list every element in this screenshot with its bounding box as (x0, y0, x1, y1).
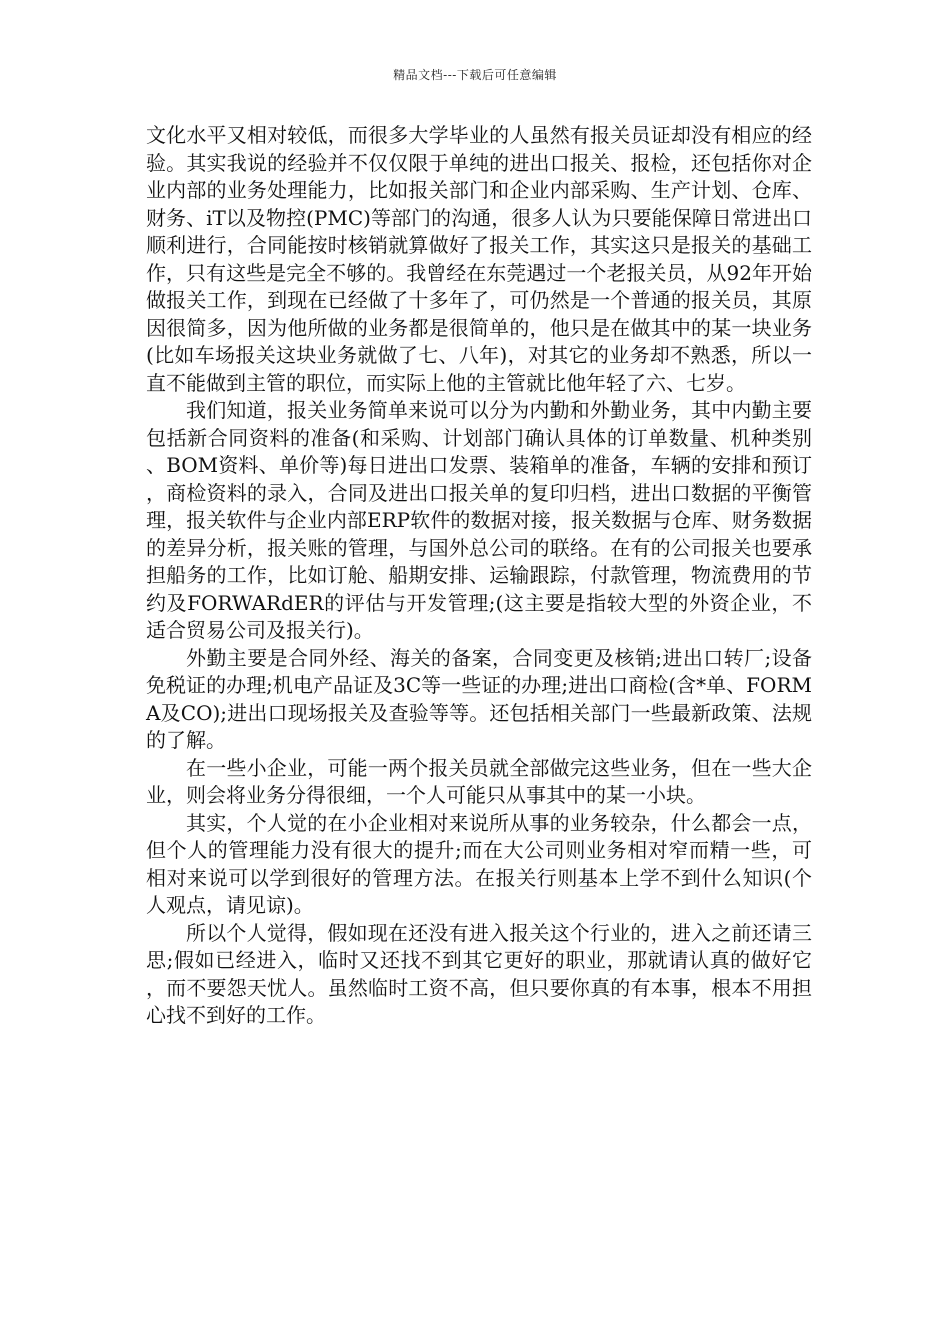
document-body (146, 122, 812, 1030)
paragraph-5: 其实，个人觉的在小企业相对来说所从事的业务较杂，什么都会一点，但个人的管理能力没有很大的提升;而在大公司则业务相对窄而精一些，可相对来说可以学到很好的管理方法。在报关行则基本上学不到什么知识(个人观点，请见谅)。 (146, 810, 812, 917)
paragraph-2: 我们知道，报关业务简单来说可以分为内勤和外勤业务，其中内勤主要包括新合同资料的准备(和采购、计划部门确认具体的订单数量、机种类别、BOM资料、单价等)每日进出口发票、装箱单的准备，车辆的安排和预订，商检资料的录入，合同及进出口报关单的复印归档，进出口数据的平衡管理，报关软件与企业内部ERP软件的数据对接，报关数据与仓库、财务数据的差异分析，报关账的管理，与国外总公司的联络。在有的公司报关也要承担船务的工作，比如订舱、船期安排、运输跟踪，付款管理，物流费用的节约及FORWARdER的评估与开发管理;(这主要是指较大型的外资企业，不适合贸易公司及报关行)。 (146, 398, 812, 642)
page-header: 精品文档---下载后可任意编辑 (393, 68, 557, 82)
paragraph-4: 在一些小企业，可能一两个报关员就全部做完这些业务，但在一些大企业，则会将业务分得很细，一个人可能只从事其中的某一小块。 (146, 755, 812, 807)
paragraph-1: 文化水平又相对较低，而很多大学毕业的人虽然有报关员证却没有相应的经验。其实我说的经验并不仅仅限于单纯的进出口报关、报检，还包括你对企业内部的业务处理能力，比如报关部门和企业内部采购、生产计划、仓库、财务、iT以及物控(PMC)等部门的沟通，很多人认为只要能保障日常进出口顺利进行，合同能按时核销就算做好了报关工作，其实这只是报关的基础工作，只有这些是完全不够的。我曾经在东莞遇过一个老报关员，从92年开始做报关工作，到现在已经做了十多年了，可仍然是一个普通的报关员，其原因很简多，因为他所做的业务都是很简单的，他只是在做其中的某一块业务(比如车场报关这块业务就做了七、八年)，对其它的业务却不熟悉，所以一直不能做到主管的职位，而实际上他的主管就比他年轻了六、七岁。 (146, 123, 812, 395)
paragraph-6: 所以个人觉得，假如现在还没有进入报关这个行业的，进入之前还请三思;假如已经进入，临时又还找不到其它更好的职业，那就请认真的做好它，而不要怨天忧人。虽然临时工资不高，但只要你真的有本事，根本不用担心找不到好的工作。 (146, 920, 812, 1027)
paragraph-3: 外勤主要是合同外经、海关的备案，合同变更及核销;进出口转厂;设备免税证的办理;机电产品证及3C等一些证的办理;进出口商检(含*单、FORMA及CO);进出口现场报关及查验等等。还包括相关部门一些最新政策、法规的了解。 (146, 645, 812, 752)
